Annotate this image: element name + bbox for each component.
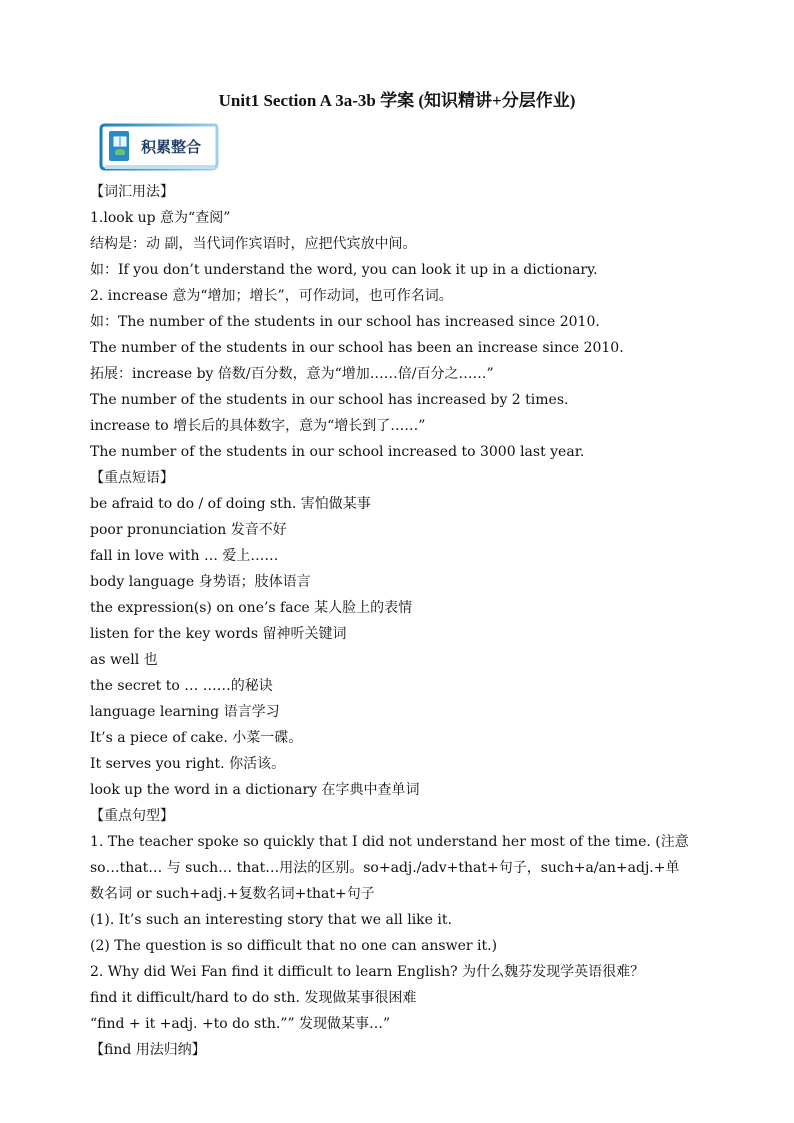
text-line: as well 也 [90, 652, 158, 668]
text-line: 拓展：increase by 倍数/百分数，意为“增加……倍/百分之……” [90, 366, 494, 382]
text-line: increase to 增长后的具体数字，意为“增长到了……” [90, 418, 426, 434]
text-line: body language 身势语；肢体语言 [90, 574, 311, 590]
text-line: look up the word in a dictionary 在字典中查单词 [90, 782, 420, 798]
text-line: 数名词 or such+adj.+复数名词+that+句子 [90, 886, 375, 902]
page-title: Unit1 Section A 3a-3b 学案 (知识精讲+分层作业) [218, 91, 576, 110]
text-line: listen for the key words 留神听关键词 [90, 626, 347, 642]
text-line: language learning 语言学习 [90, 704, 280, 720]
book-icon [110, 133, 130, 159]
text-line: so…that… 与 such… that…用法的区别。so+adj./adv+that+句子，such+a/an+adj.+单 [90, 860, 680, 876]
text-line: 【find 用法归纳】 [90, 1042, 206, 1058]
text-line: the secret to … ……的秘诀 [90, 678, 273, 694]
text-line: (1). It’s such an interesting story that we all like it. [90, 912, 452, 928]
text-line: The number of the students in our school has increased by 2 times. [90, 392, 569, 408]
text-line: 1.look up 意为“查阅” [90, 210, 231, 226]
text-line: It serves you right. 你活该。 [90, 756, 286, 772]
text-line: 2. Why did Wei Fan find it difficult to learn English? 为什么魏芬发现学英语很难？ [90, 964, 645, 980]
text-line: 【重点句型】 [90, 808, 174, 824]
text-line: the expression(s) on one’s face 某人脸上的表情 [90, 600, 413, 616]
text-line: “find + it +adj. +to do sth.”” 发现做某事…” [90, 1016, 391, 1032]
section-badge [97, 123, 219, 173]
badge-label: 积累整合 [141, 138, 202, 156]
text-line: poor pronunciation 发音不好 [90, 522, 287, 538]
text-line: 结构是：动 副，当代词作宾语时，应把代宾放中间。 [90, 236, 417, 252]
text-line: 如：If you don’t understand the word, you can look it up in a dictionary. [90, 262, 598, 278]
content-body [90, 179, 730, 1063]
text-line: fall in love with … 爱上…… [90, 548, 279, 564]
text-line: 如：The number of the students in our school has increased since 2010. [90, 314, 600, 330]
text-line: 【重点短语】 [90, 470, 174, 486]
text-line: find it difficult/hard to do sth. 发现做某事很困难 [90, 990, 417, 1006]
text-line: The number of the students in our school increased to 3000 last year. [90, 444, 585, 460]
text-line: 【词汇用法】 [90, 184, 174, 200]
text-line: It’s a piece of cake. 小菜一碟。 [90, 730, 303, 746]
text-line: (2) The question is so difficult that no one can answer it.) [90, 938, 498, 954]
text-line: 1. The teacher spoke so quickly that I did not understand her most of the time. (注意 [90, 834, 689, 850]
text-line: be afraid to do / of doing sth. 害怕做某事 [90, 496, 371, 512]
text-line: 2. increase 意为“增加；增长”，可作动词，也可作名词。 [90, 288, 453, 304]
text-line: The number of the students in our school has been an increase since 2010. [90, 340, 624, 356]
